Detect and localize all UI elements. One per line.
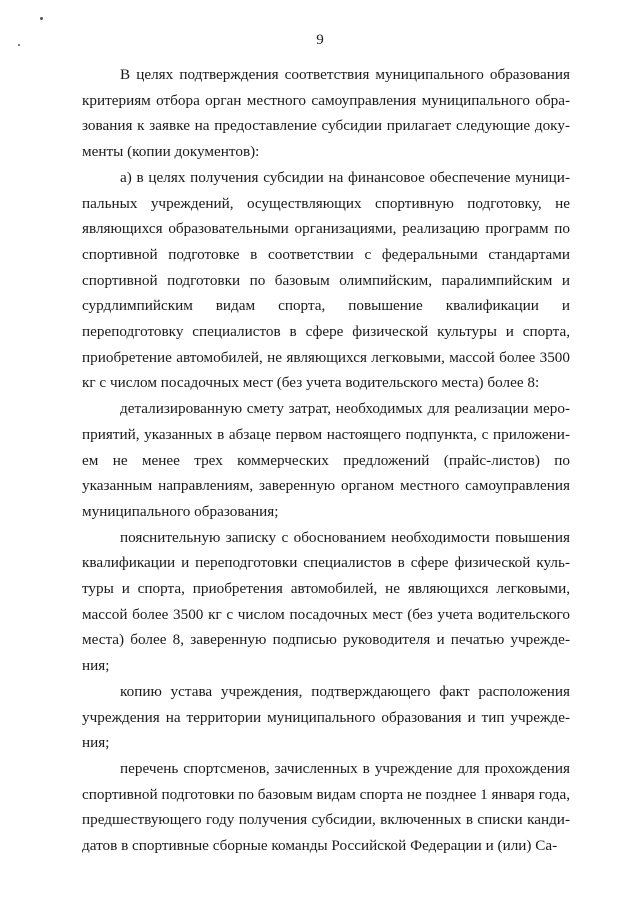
page-number: 9 bbox=[316, 32, 324, 48]
paragraph-charter-copy: копию устава учреждения, подтверждающего факт расположения учреждения на территории муниципального образования и тип учреждения; bbox=[82, 682, 570, 752]
paragraph-athletes-list: перечень спортсменов, зачисленных в учреждение для прохождения спортивной подготовки по базовым видам спорта не позднее 1 января года, предшествующего году получения субсидии, включенных в списки кандидатов в спортивные сборные команды Российской Федерации и (или) Са- bbox=[82, 759, 570, 855]
paragraph-explanatory-note: пояснительную записку с обоснованием необходимости повышения квалификации и переподготовки специалистов в сфере физической культуры и спорта, приобретения автомобилей, не являющихся легковыми, массой более 3500 кг с числом посадочных мест (без учета водительского места) более 8, заверенную подписью руководителя и печатью учреждения; bbox=[82, 528, 570, 675]
body-text bbox=[82, 62, 570, 859]
scan-speck bbox=[40, 17, 43, 20]
paragraph-cost-estimate: детализированную смету затрат, необходимых для реализации мероприятий, указанных в абзаце первом настоящего подпункта, с приложением не менее трех коммерческих предложений (прайс-листов) по указанным направлениям, заверенную органом местного самоуправления муниципального образования; bbox=[82, 400, 570, 520]
paragraph-item-a: а) в целях получения субсидии на финансовое обеспечение муниципальных учреждений, осуществляющих спортивную подготовку, не являющихся образовательными организациями, реализацию программ по спортивной подготовке в соответствии с федеральными стандартами спортивной подготовки по базовым олимпийским, паралимпийским и сурдлимпийским видам спорта, повышение квалификации и переподготовку специалистов в сфере физической культуры и спорта, приобретение автомобилей, не являющихся легковыми, массой более 3500 кг с числом посадочных мест (без учета водительского места) более 8: bbox=[82, 168, 570, 392]
paragraph-intro: В целях подтверждения соответствия муниципального образования критериям отбора орган местного самоуправления муниципального образования к заявке на предоставление субсидии прилагает следующие документы (копии документов): bbox=[82, 66, 570, 161]
